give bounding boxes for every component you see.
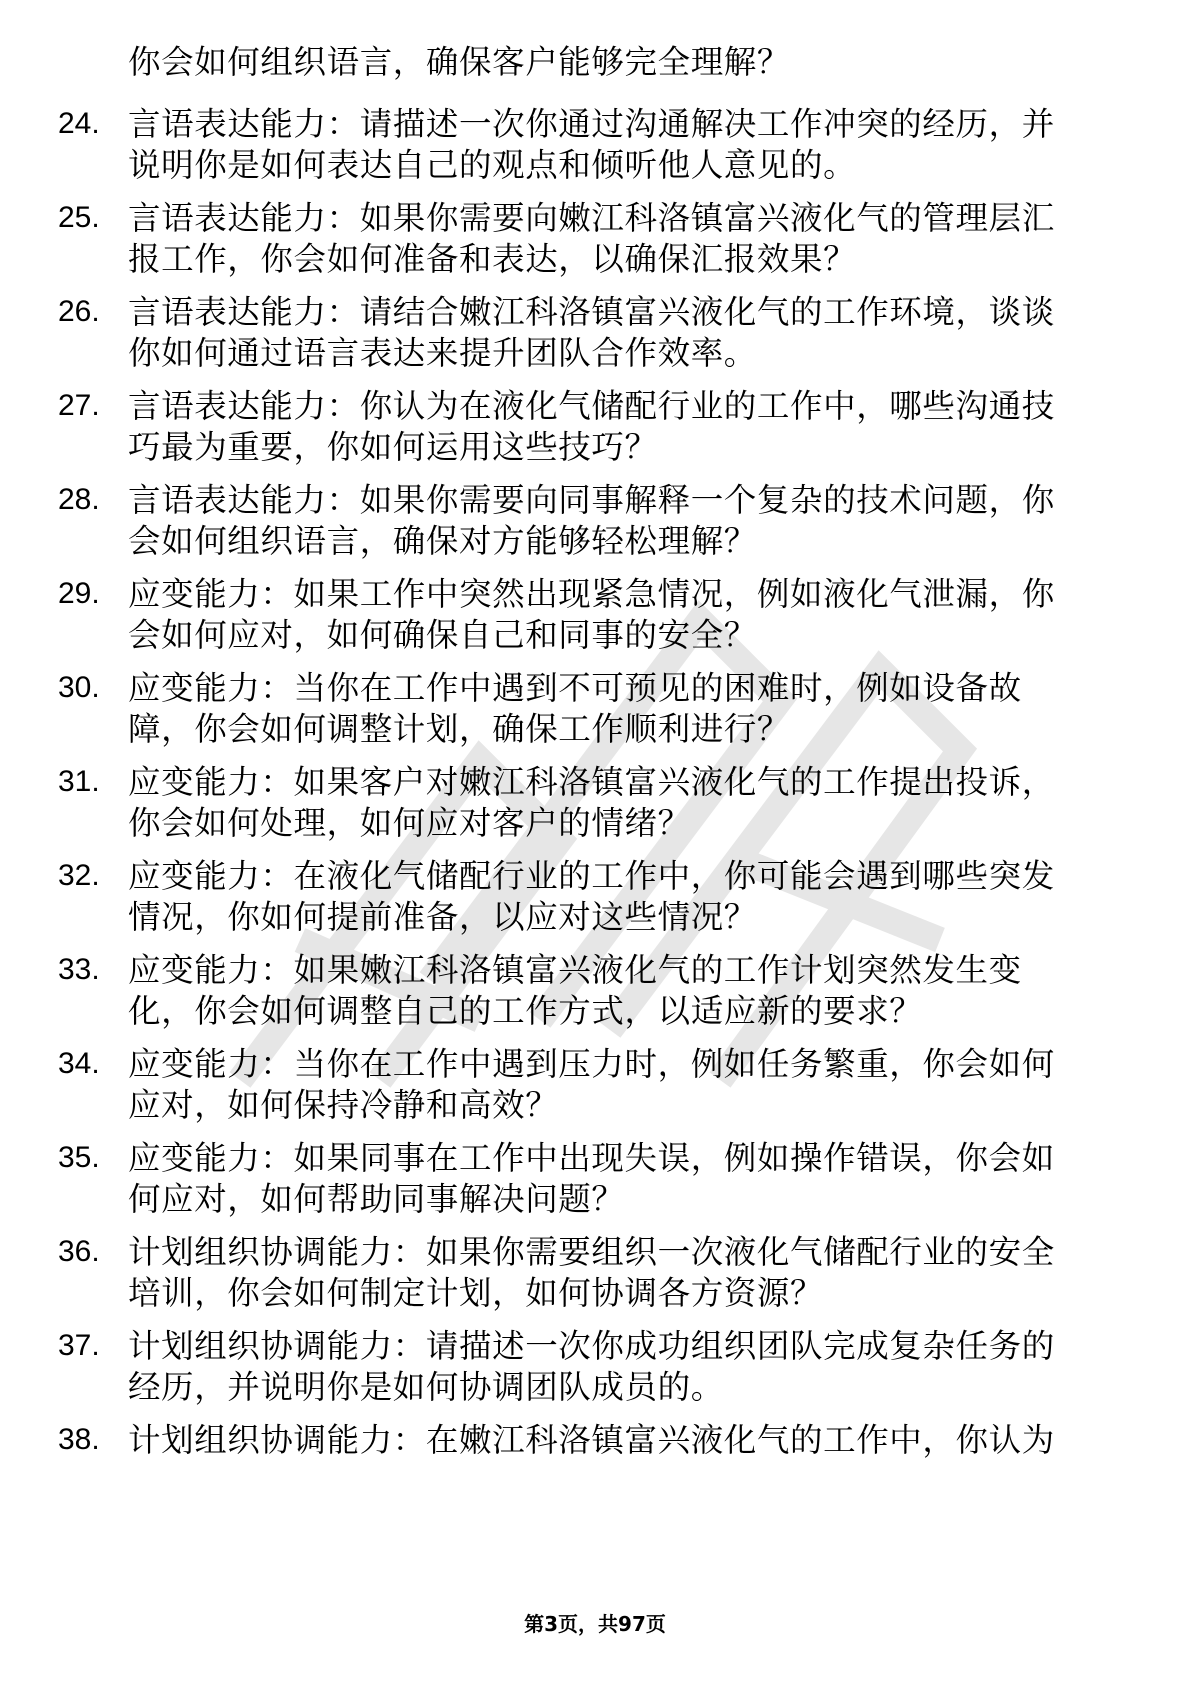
question-text-line: 言语表达能力：如果你需要向嫩江科洛镇富兴液化气的管理层汇: [128, 199, 1055, 237]
question-text-line: 会如何应对，如何确保自己和同事的安全？: [128, 616, 757, 654]
question-text-line: 化，你会如何调整自己的工作方式，以适应新的要求？: [128, 992, 923, 1030]
question-number: 32.: [58, 859, 100, 892]
question-number: 38.: [58, 1423, 100, 1456]
question-text-line: 何应对，如何帮助同事解决问题？: [128, 1180, 625, 1218]
question-text-line: 计划组织协调能力：在嫩江科洛镇富兴液化气的工作中，你认为: [128, 1421, 1055, 1459]
question-number: 24.: [58, 107, 100, 140]
question-number: 37.: [58, 1329, 100, 1362]
question-text-line: 应变能力：如果嫩江科洛镇富兴液化气的工作计划突然发生变: [128, 951, 1022, 989]
question-text-line: 言语表达能力：请结合嫩江科洛镇富兴液化气的工作环境，谈谈: [128, 293, 1055, 331]
question-text-line: 情况，你如何提前准备，以应对这些情况？: [128, 898, 757, 936]
question-text-line: 应变能力：当你在工作中遇到不可预见的困难时，例如设备故: [128, 669, 1022, 707]
question-text-line: 你如何通过语言表达来提升团队合作效率。: [128, 334, 757, 372]
question-number: 27.: [58, 389, 100, 422]
question-text-line: 应变能力：在液化气储配行业的工作中，你可能会遇到哪些突发: [128, 857, 1055, 895]
question-text-line: 巧最为重要，你如何运用这些技巧？: [128, 428, 658, 466]
question-text-line: 你会如何处理，如何应对客户的情绪？: [128, 804, 691, 842]
question-text-line: 应对，如何保持冷静和高效？: [128, 1086, 559, 1124]
question-number: 36.: [58, 1235, 100, 1268]
question-text-line: 言语表达能力：请描述一次你通过沟通解决工作冲突的经历，并: [128, 105, 1055, 143]
question-text-line: 经历，并说明你是如何协调团队成员的。: [128, 1368, 724, 1406]
question-number: 33.: [58, 953, 100, 986]
question-number: 28.: [58, 483, 100, 516]
question-text-line: 言语表达能力：你认为在液化气储配行业的工作中，哪些沟通技: [128, 387, 1055, 425]
question-text-line: 应变能力：当你在工作中遇到压力时，例如任务繁重，你会如何: [128, 1045, 1055, 1083]
question-text-line: 应变能力：如果同事在工作中出现失误，例如操作错误，你会如: [128, 1139, 1055, 1177]
question-text-line: 言语表达能力：如果你需要向同事解释一个复杂的技术问题，你: [128, 481, 1055, 519]
question-number: 34.: [58, 1047, 100, 1080]
question-text-line: 应变能力：如果工作中突然出现紧急情况，例如液化气泄漏，你: [128, 575, 1055, 613]
question-text-line: 培训，你会如何制定计划，如何协调各方资源？: [128, 1274, 824, 1312]
page-footer: 第3页，共97页: [524, 1612, 666, 1636]
question-text-line: 计划组织协调能力：请描述一次你成功组织团队完成复杂任务的: [128, 1327, 1055, 1365]
question-number: 30.: [58, 671, 100, 704]
question-number: 26.: [58, 295, 100, 328]
lead-in-line: 你会如何组织语言，确保客户能够完全理解？: [128, 43, 791, 81]
question-text-line: 计划组织协调能力：如果你需要组织一次液化气储配行业的安全: [128, 1233, 1055, 1271]
question-number: 25.: [58, 201, 100, 234]
question-text-line: 说明你是如何表达自己的观点和倾听他人意见的。: [128, 146, 857, 184]
question-number: 31.: [58, 765, 100, 798]
question-text-line: 障，你会如何调整计划，确保工作顺利进行？: [128, 710, 791, 748]
question-number: 29.: [58, 577, 100, 610]
question-text-line: 应变能力：如果客户对嫩江科洛镇富兴液化气的工作提出投诉，: [128, 763, 1055, 801]
question-text-line: 会如何组织语言，确保对方能够轻松理解？: [128, 522, 757, 560]
question-number: 35.: [58, 1141, 100, 1174]
question-text-line: 报工作，你会如何准备和表达，以确保汇报效果？: [128, 240, 857, 278]
